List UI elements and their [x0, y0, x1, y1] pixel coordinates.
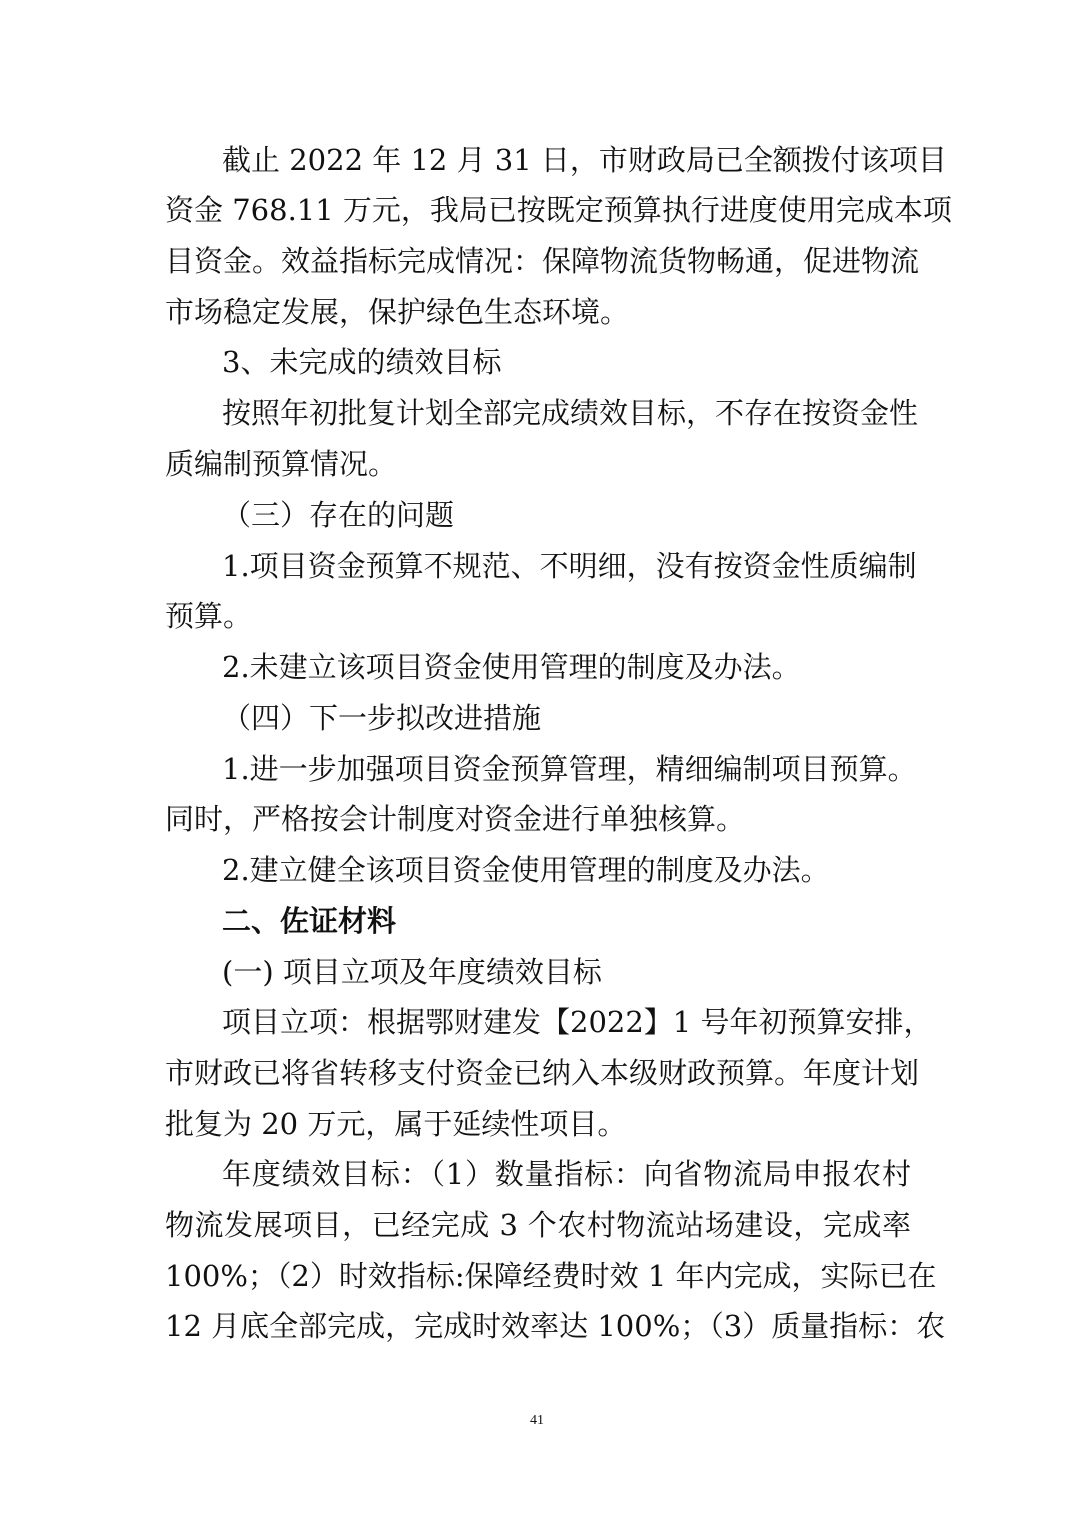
paragraph-line: 截止 2022 年 12 月 31 日，市财政局已全额拨付该项目 [222, 143, 947, 177]
paragraph-line: 目资金。效益指标完成情况：保障物流货物畅通，促进物流 [165, 244, 920, 278]
paragraph-line: 同时，严格按会计制度对资金进行单独核算。 [165, 802, 746, 836]
paragraph-line: 资金 768.11 万元，我局已按既定预算执行进度使用完成本项 [165, 193, 952, 227]
section-heading: (一) 项目立项及年度绩效目标 [222, 955, 602, 989]
paragraph-line: 市场稳定发展，保护绿色生态环境。 [165, 295, 630, 329]
paragraph-line: 2.建立健全该项目资金使用管理的制度及办法。 [222, 853, 830, 887]
paragraph-line: 1.项目资金预算不规范、不明细，没有按资金性质编制 [222, 549, 917, 583]
page-number: 41 [530, 1413, 544, 1428]
paragraph-line: 预算。 [165, 599, 253, 633]
paragraph-line: 100%；（2）时效指标:保障经费时效 1 年内完成，实际已在 [165, 1259, 937, 1293]
section-heading: （四）下一步拟改进措施 [222, 701, 542, 735]
paragraph-line: 2.未建立该项目资金使用管理的制度及办法。 [222, 650, 801, 684]
chapter-heading: 二、佐证材料 [222, 904, 397, 938]
section-heading: （三）存在的问题 [222, 498, 455, 532]
paragraph-line: 年度绩效目标：（1）数量指标：向省物流局申报农村 [222, 1157, 911, 1191]
paragraph-line: 12 月底全部完成，完成时效率达 100%；（3）质量指标：农 [165, 1309, 946, 1343]
paragraph-line: 1.进一步加强项目资金预算管理，精细编制项目预算。 [222, 752, 917, 786]
paragraph-line: 批复为 20 万元，属于延续性项目。 [165, 1107, 627, 1141]
paragraph-line: 市财政已将省转移支付资金已纳入本级财政预算。年度计划 [165, 1056, 920, 1090]
section-heading: 3、未完成的绩效目标 [222, 345, 502, 379]
paragraph-line: 项目立项：根据鄂财建发【2022】1 号年初预算安排， [222, 1005, 933, 1039]
paragraph-line: 物流发展项目，已经完成 3 个农村物流站场建设，完成率 [165, 1208, 911, 1242]
paragraph-line: 按照年初批复计划全部完成绩效目标，不存在按资金性 [222, 396, 919, 430]
paragraph-line: 质编制预算情况。 [165, 447, 398, 481]
